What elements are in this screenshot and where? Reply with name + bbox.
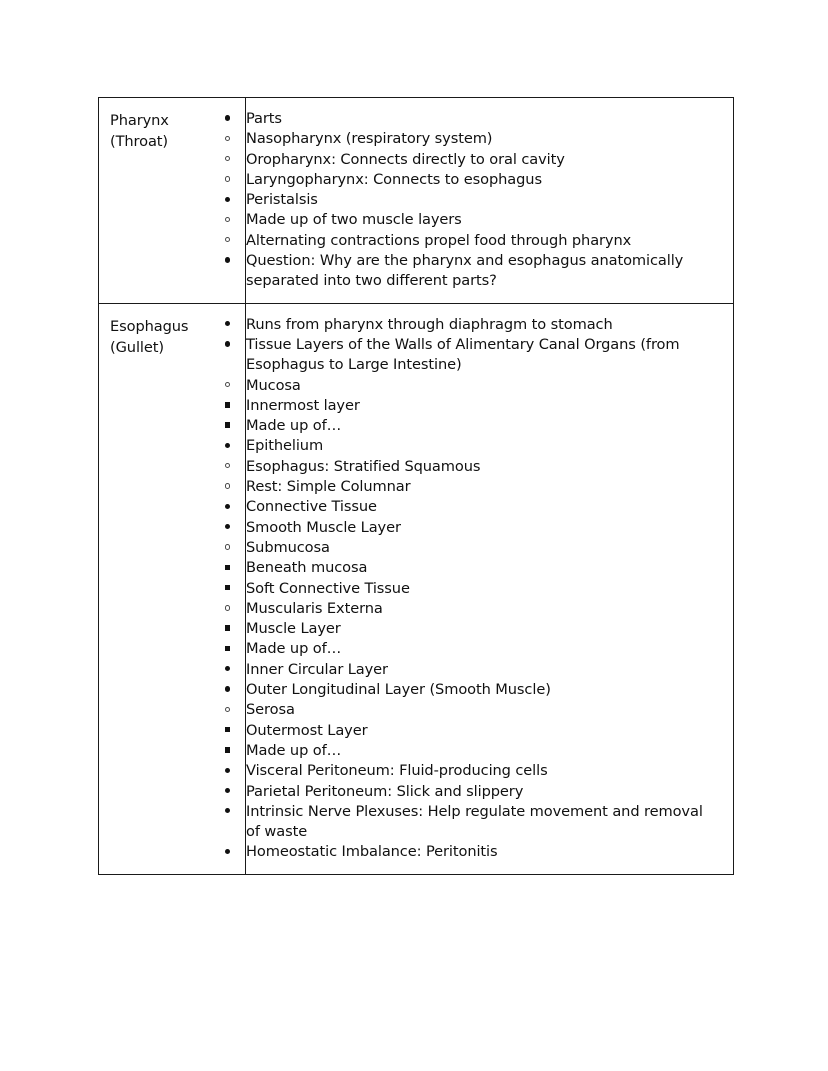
disc-bullet-icon xyxy=(225,660,241,680)
notes-cell xyxy=(246,98,734,304)
list-item-text: Laryngopharynx: Connects to esophagus xyxy=(246,170,542,188)
disc-bullet-icon xyxy=(225,251,241,271)
circle-bullet-icon xyxy=(225,457,241,477)
square-bullet-icon xyxy=(225,721,241,741)
square-bullet-icon xyxy=(225,579,241,599)
disc-bullet-icon xyxy=(225,761,241,781)
list-item-text: Muscularis Externa xyxy=(246,599,383,617)
disc-bullet-icon xyxy=(225,335,241,355)
disc-bullet-icon xyxy=(225,190,241,210)
list-item-text: Alternating contractions propel food through pharynx xyxy=(246,231,632,249)
list-item-text: Smooth Muscle Layer xyxy=(246,518,401,536)
list-item-text: Beneath mucosa xyxy=(246,559,368,577)
notes-block xyxy=(246,304,733,874)
list-item-text: Mucosa xyxy=(246,376,301,394)
list-item xyxy=(246,700,721,720)
term-alias: (Throat) xyxy=(110,133,169,150)
disc-bullet-icon xyxy=(225,497,241,517)
square-bullet-icon xyxy=(225,558,241,578)
notes-cell xyxy=(246,303,734,874)
list-item-text: Made up of two muscle layers xyxy=(246,211,462,229)
list-item-text: Soft Connective Tissue xyxy=(246,579,410,597)
circle-bullet-icon xyxy=(225,150,241,170)
disc-bullet-icon xyxy=(225,680,241,700)
list-item xyxy=(246,376,721,396)
list-item xyxy=(246,639,721,659)
circle-bullet-icon xyxy=(225,231,241,251)
circle-bullet-icon xyxy=(225,700,241,720)
list-item xyxy=(246,150,721,170)
table-row xyxy=(99,303,734,874)
list-item-text: Parts xyxy=(246,110,282,127)
circle-bullet-icon xyxy=(225,538,241,558)
notes-table xyxy=(98,97,734,875)
square-bullet-icon xyxy=(225,741,241,761)
list-item-text: Muscle Layer xyxy=(246,620,341,638)
term-alias: (Gullet) xyxy=(110,338,164,356)
list-item xyxy=(246,335,721,376)
list-item-text: Oropharynx: Connects directly to oral cavity xyxy=(246,150,565,168)
circle-bullet-icon xyxy=(225,170,241,190)
term-name: Pharynx xyxy=(110,112,169,129)
list-item xyxy=(246,210,721,230)
circle-bullet-icon xyxy=(225,129,241,149)
list-item-text: Outermost Layer xyxy=(246,721,368,739)
list-item xyxy=(246,518,721,538)
list-item-text: Made up of… xyxy=(246,741,342,759)
bullet-list xyxy=(246,315,721,863)
list-item-text: Tissue Layers of the Walls of Alimentary Canal Organs (from Esophagus to Large Intestine) xyxy=(246,335,680,374)
square-bullet-icon xyxy=(225,639,241,659)
list-item xyxy=(246,721,721,741)
list-item-text: Serosa xyxy=(246,701,295,719)
square-bullet-icon xyxy=(225,619,241,639)
bullet-list xyxy=(246,109,721,292)
disc-bullet-icon xyxy=(225,518,241,538)
term-block xyxy=(99,98,245,162)
list-item xyxy=(246,457,721,477)
list-item-text: Made up of… xyxy=(246,417,342,435)
list-item xyxy=(246,538,721,558)
list-item xyxy=(246,761,721,781)
term-name: Esophagus xyxy=(110,317,189,335)
list-item xyxy=(246,619,721,639)
list-item xyxy=(246,497,721,517)
list-item xyxy=(246,477,721,497)
list-item-text: Innermost layer xyxy=(246,396,360,414)
list-item-text: Visceral Peritoneum: Fluid-producing cells xyxy=(246,762,548,780)
list-item-text: Peristalsis xyxy=(246,191,318,209)
list-item-text: Epithelium xyxy=(246,437,324,455)
list-item-text: Parietal Peritoneum: Slick and slippery xyxy=(246,782,524,800)
list-item xyxy=(246,129,721,149)
list-item-text: Outer Longitudinal Layer (Smooth Muscle) xyxy=(246,681,551,699)
circle-bullet-icon xyxy=(225,210,241,230)
list-item xyxy=(246,599,721,619)
list-item-text: Question: Why are the pharynx and esophagus anatomically separated into two different parts? xyxy=(246,252,684,290)
list-item xyxy=(246,680,721,700)
notes-table-body xyxy=(99,98,734,875)
disc-bullet-icon xyxy=(225,436,241,456)
disc-bullet-icon xyxy=(225,802,241,822)
list-item xyxy=(246,579,721,599)
list-item-text: Made up of… xyxy=(246,640,342,658)
term-cell xyxy=(99,303,246,874)
list-item-text: Intrinsic Nerve Plexuses: Help regulate movement and removal of waste xyxy=(246,802,703,841)
list-item xyxy=(246,109,721,129)
list-item xyxy=(246,741,721,761)
disc-bullet-icon xyxy=(225,109,241,129)
list-item xyxy=(246,170,721,190)
list-item xyxy=(246,396,721,416)
square-bullet-icon xyxy=(225,416,241,436)
list-item xyxy=(246,190,721,210)
disc-bullet-icon xyxy=(225,315,241,335)
circle-bullet-icon xyxy=(225,477,241,497)
list-item-text: Runs from pharynx through diaphragm to stomach xyxy=(246,315,613,333)
list-item xyxy=(246,782,721,802)
list-item xyxy=(246,842,721,862)
list-item-text: Nasopharynx (respiratory system) xyxy=(246,130,493,148)
list-item xyxy=(246,660,721,680)
list-item xyxy=(246,802,721,843)
disc-bullet-icon xyxy=(225,782,241,802)
list-item xyxy=(246,558,721,578)
list-item-text: Connective Tissue xyxy=(246,498,377,516)
list-item-text: Homeostatic Imbalance: Peritonitis xyxy=(246,843,498,861)
table-row xyxy=(99,98,734,304)
list-item xyxy=(246,315,721,335)
notes-block xyxy=(246,98,733,303)
circle-bullet-icon xyxy=(225,599,241,619)
list-item xyxy=(246,436,721,456)
term-cell xyxy=(99,98,246,304)
list-item xyxy=(246,251,721,292)
square-bullet-icon xyxy=(225,396,241,416)
disc-bullet-icon xyxy=(225,842,241,862)
list-item-text: Esophagus: Stratified Squamous xyxy=(246,457,481,475)
list-item xyxy=(246,231,721,251)
list-item-text: Rest: Simple Columnar xyxy=(246,478,411,496)
circle-bullet-icon xyxy=(225,376,241,396)
list-item xyxy=(246,416,721,436)
list-item-text: Submucosa xyxy=(246,538,330,556)
list-item-text: Inner Circular Layer xyxy=(246,660,388,678)
term-block xyxy=(99,304,245,368)
